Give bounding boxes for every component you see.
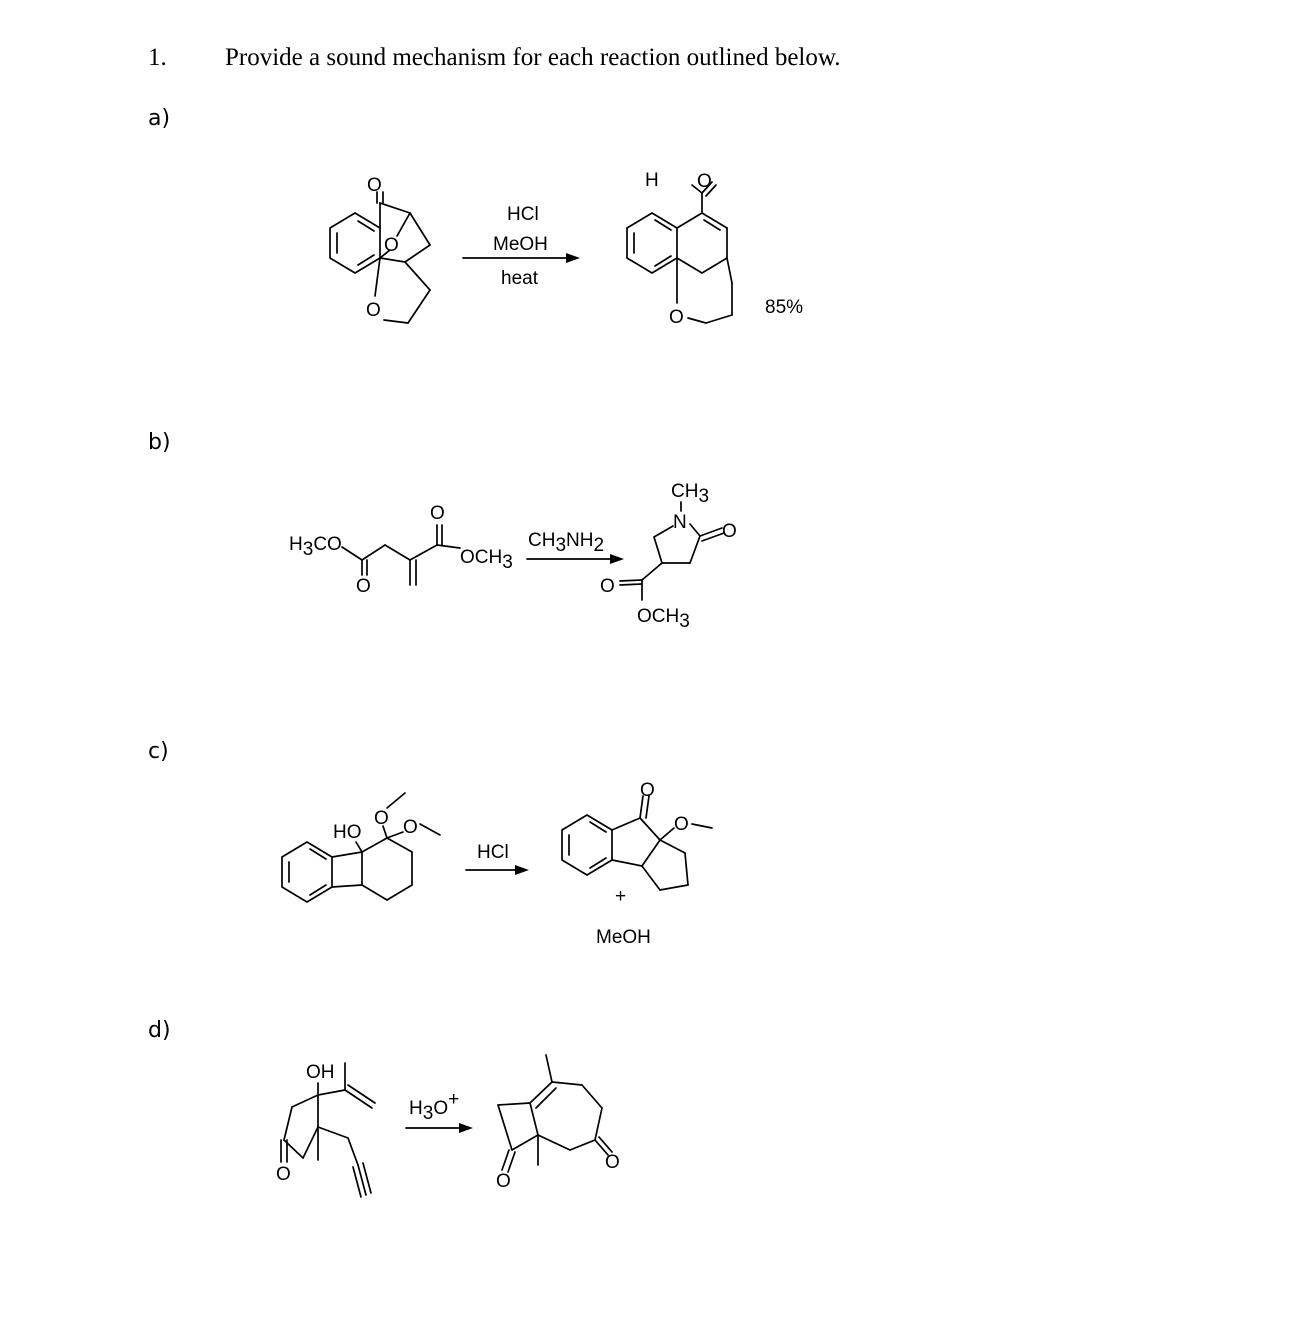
product-b-methoxy: OCH3 [637,606,690,632]
reagent-b-1: CH3NH2 [528,530,605,556]
reaction-d-reactant [276,1062,375,1197]
reactant-b-methoxy-sub: 3 [302,539,314,560]
reactant-c-methoxy-oxygen-1: O [374,808,389,829]
part-label-c: c) [148,739,169,764]
part-label-d: d) [148,1018,171,1043]
product-a-aldehyde-hydrogen: H [645,170,659,191]
reactant-d-ketone-oxygen: O [276,1164,291,1185]
reagent-a-3: heat [501,268,538,289]
product-d-ketone-oxygen-1: O [496,1171,511,1192]
reaction-c [282,780,712,948]
product-b-methyl-sub: 3 [698,486,710,507]
product-b-ester-oxygen: O [600,576,615,597]
reaction-a-arrow [463,204,580,289]
reagent-b-nh: NH [566,530,594,551]
product-b-lactam-oxygen: O [722,521,737,542]
reactant-c-hydroxyl: HO [333,822,362,843]
reagent-d-1: H3O+ [409,1089,460,1124]
reactant-a-carbonyl-oxygen: O [367,175,382,196]
reaction-b-arrow [527,530,624,564]
product-a-ring-oxygen: O [669,307,684,328]
reagent-d-o: O [433,1098,449,1119]
reaction-a [330,170,803,328]
reactant-c-methoxy-oxygen-2: O [403,817,418,838]
product-b-nitrogen: N [673,512,687,533]
reactant-b-methoxy-co: CO [313,534,342,555]
reaction-b [289,481,737,632]
yield-a: 85% [765,297,804,318]
part-label-b: b) [148,430,171,455]
reaction-c-reactant [282,793,440,902]
reaction-d-arrow [406,1089,473,1133]
reactant-a-ring-oxygen: O [366,300,381,321]
reaction-b-reactant [289,503,513,597]
reactant-b-oxygen-1: O [356,576,371,597]
reaction-c-arrow [466,842,529,875]
reagent-d-charge: + [448,1089,460,1110]
product-c-plus: + [615,886,627,907]
reagent-b-sub-2: 2 [593,535,605,556]
reagent-d-sub: 3 [422,1103,434,1124]
reaction-a-product [627,170,732,328]
reactant-b-oxygen-2: O [430,503,445,524]
reactant-a-bridge-oxygen: O [384,235,399,256]
product-b-methyl: CH3 [671,481,710,507]
question-number: 1. [148,44,167,71]
reaction-c-product [562,780,712,890]
product-a-aldehyde-oxygen: O [697,171,712,192]
product-c-ketone-oxygen: O [640,780,655,801]
reactant-b-methoxy-right: OCH3 [460,547,513,573]
product-c-methoxy-oxygen: O [674,814,689,835]
product-d-ketone-oxygen-2: O [605,1152,620,1173]
reagent-a-2: MeOH [493,234,548,255]
question-prompt: Provide a sound mechanism for each reaction outlined below. [225,44,841,71]
reagent-a-1: HCl [507,204,539,225]
reactant-b-methoxy-left: H3CO [289,534,342,560]
reagent-b-sub-1: 3 [555,535,567,556]
reagent-c-1: HCl [477,842,509,863]
reaction-d-product [496,1055,620,1192]
reaction-b-product [600,481,737,632]
coproduct-c: MeOH [596,927,651,948]
reaction-d [276,1055,620,1197]
reactant-d-hydroxyl: OH [306,1062,335,1083]
reaction-a-reactant [330,175,430,323]
part-label-a: a) [148,106,171,131]
product-b-methoxy-sub: 3 [679,611,690,632]
reactant-b-methoxy-right-sub: 3 [502,552,513,573]
